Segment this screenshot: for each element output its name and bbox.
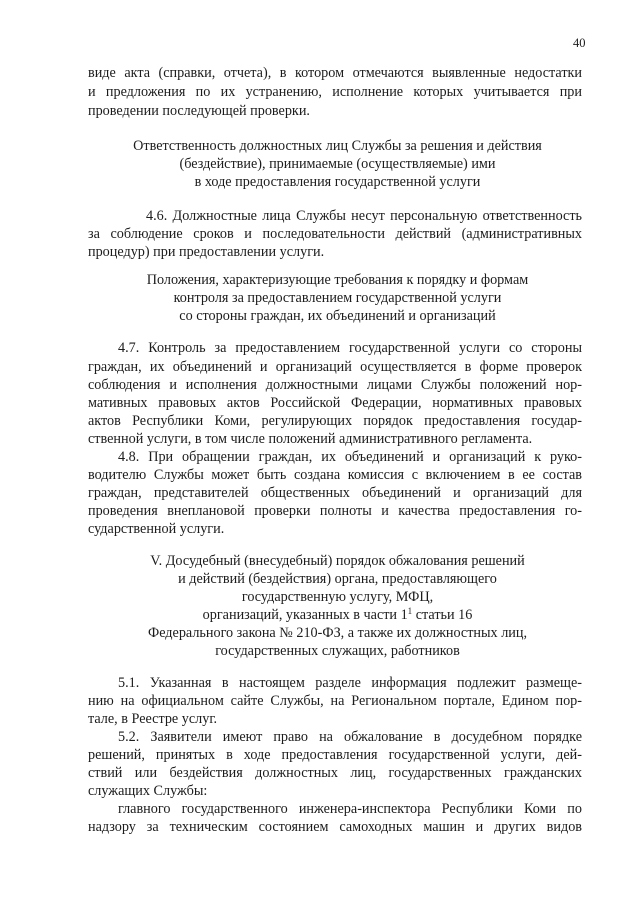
- paragraph-line: тале, в Реестре услуг.: [88, 711, 218, 727]
- paragraph-line: граждан, их объединений и организаций осуществляется в форме проверок: [88, 359, 582, 375]
- paragraph-line: сударственной услуги.: [88, 521, 225, 537]
- paragraph-line: проведении последующей проверки.: [88, 103, 310, 119]
- section-heading-line: государственную услугу, МФЦ,: [241, 589, 434, 605]
- paragraph-line: ствий или бездействия должностных лиц, государственных гражданских: [88, 765, 582, 781]
- superscript-number: 1: [407, 606, 413, 616]
- section-heading-line: Ответственность должностных лиц Службы за решения и действия: [133, 138, 542, 154]
- paragraph-line: актов Республики Коми, регулирующих порядок предоставления государ-: [88, 413, 582, 429]
- paragraph-line: мативных правовых актов Российской Федерации, нормативных правовых: [88, 395, 582, 411]
- paragraph-line: 4.6. Должностные лица Службы несут персональную ответственность: [146, 208, 582, 224]
- paragraph-line: 4.7. Контроль за предоставлением государственной услуги со стороны: [118, 340, 582, 356]
- paragraph-line: 5.2. Заявители имеют право на обжалование в досудебном порядке: [118, 729, 582, 745]
- page-number: 40: [573, 36, 586, 50]
- paragraph-line: виде акта (справки, отчета), в котором отмечаются выявленные недостатки: [88, 65, 582, 81]
- paragraph-line: нию на официальном сайте Службы, на Региональном портале, Едином пор-: [88, 693, 582, 709]
- paragraph-line: соблюдения и исполнения должностными лицами Службы положений нор-: [88, 377, 582, 393]
- section-heading-line: Положения, характеризующие требования к порядку и формам: [146, 272, 529, 288]
- section-heading-line: Федерального закона № 210-ФЗ, а также их должностных лиц,: [147, 625, 528, 641]
- paragraph-line: 4.8. При обращении граждан, их объединений и организаций к руко-: [118, 449, 582, 465]
- paragraph-line: главного государственного инженера-инспектора Республики Коми по: [118, 801, 582, 817]
- paragraph-line: ственной услуги, в том числе положений административного регламента.: [88, 431, 533, 447]
- heading-text: статьи 16: [412, 607, 473, 623]
- section-heading-line: контроля за предоставлением государственной услуги: [173, 290, 502, 306]
- heading-text: организаций, указанных в части 1: [202, 607, 408, 623]
- section-heading-line: в ходе предоставления государственной услуги: [194, 174, 481, 190]
- paragraph-line: граждан, представителей общественных объединений и организаций для: [88, 485, 582, 501]
- paragraph-line: за соблюдение сроков и последовательности действий (административных: [88, 226, 582, 242]
- section-heading-line: со стороны граждан, их объединений и организаций: [179, 308, 496, 324]
- paragraph-line: и предложения по их устранению, исполнение которых учитывается при: [88, 84, 582, 100]
- paragraph-line: проведения внеплановой проверки полноты и качества предоставления го-: [88, 503, 582, 519]
- section-heading-line: государственных служащих, работников: [215, 643, 460, 659]
- paragraph-line: решений, принятых в ходе предоставления государственной услуги, дей-: [88, 747, 582, 763]
- section-heading-line: и действий (бездействия) органа, предоставляющего: [178, 571, 497, 587]
- paragraph-line: 5.1. Указанная в настоящем разделе информация подлежит размеще-: [118, 675, 582, 691]
- paragraph-line: надзору за техническим состоянием самоходных машин и других видов: [88, 819, 582, 835]
- section-heading-line: [0, 607, 640, 624]
- section-heading-line: (бездействие), принимаемые (осуществляемые) ими: [179, 156, 496, 172]
- paragraph-line: служащих Службы:: [88, 783, 208, 799]
- paragraph-line: процедур) при предоставлении услуги.: [88, 244, 325, 260]
- section-heading-line: V. Досудебный (внесудебный) порядок обжалования решений: [150, 553, 525, 569]
- paragraph-line: водителю Службы может быть создана комиссия с включением в ее состав: [88, 467, 582, 483]
